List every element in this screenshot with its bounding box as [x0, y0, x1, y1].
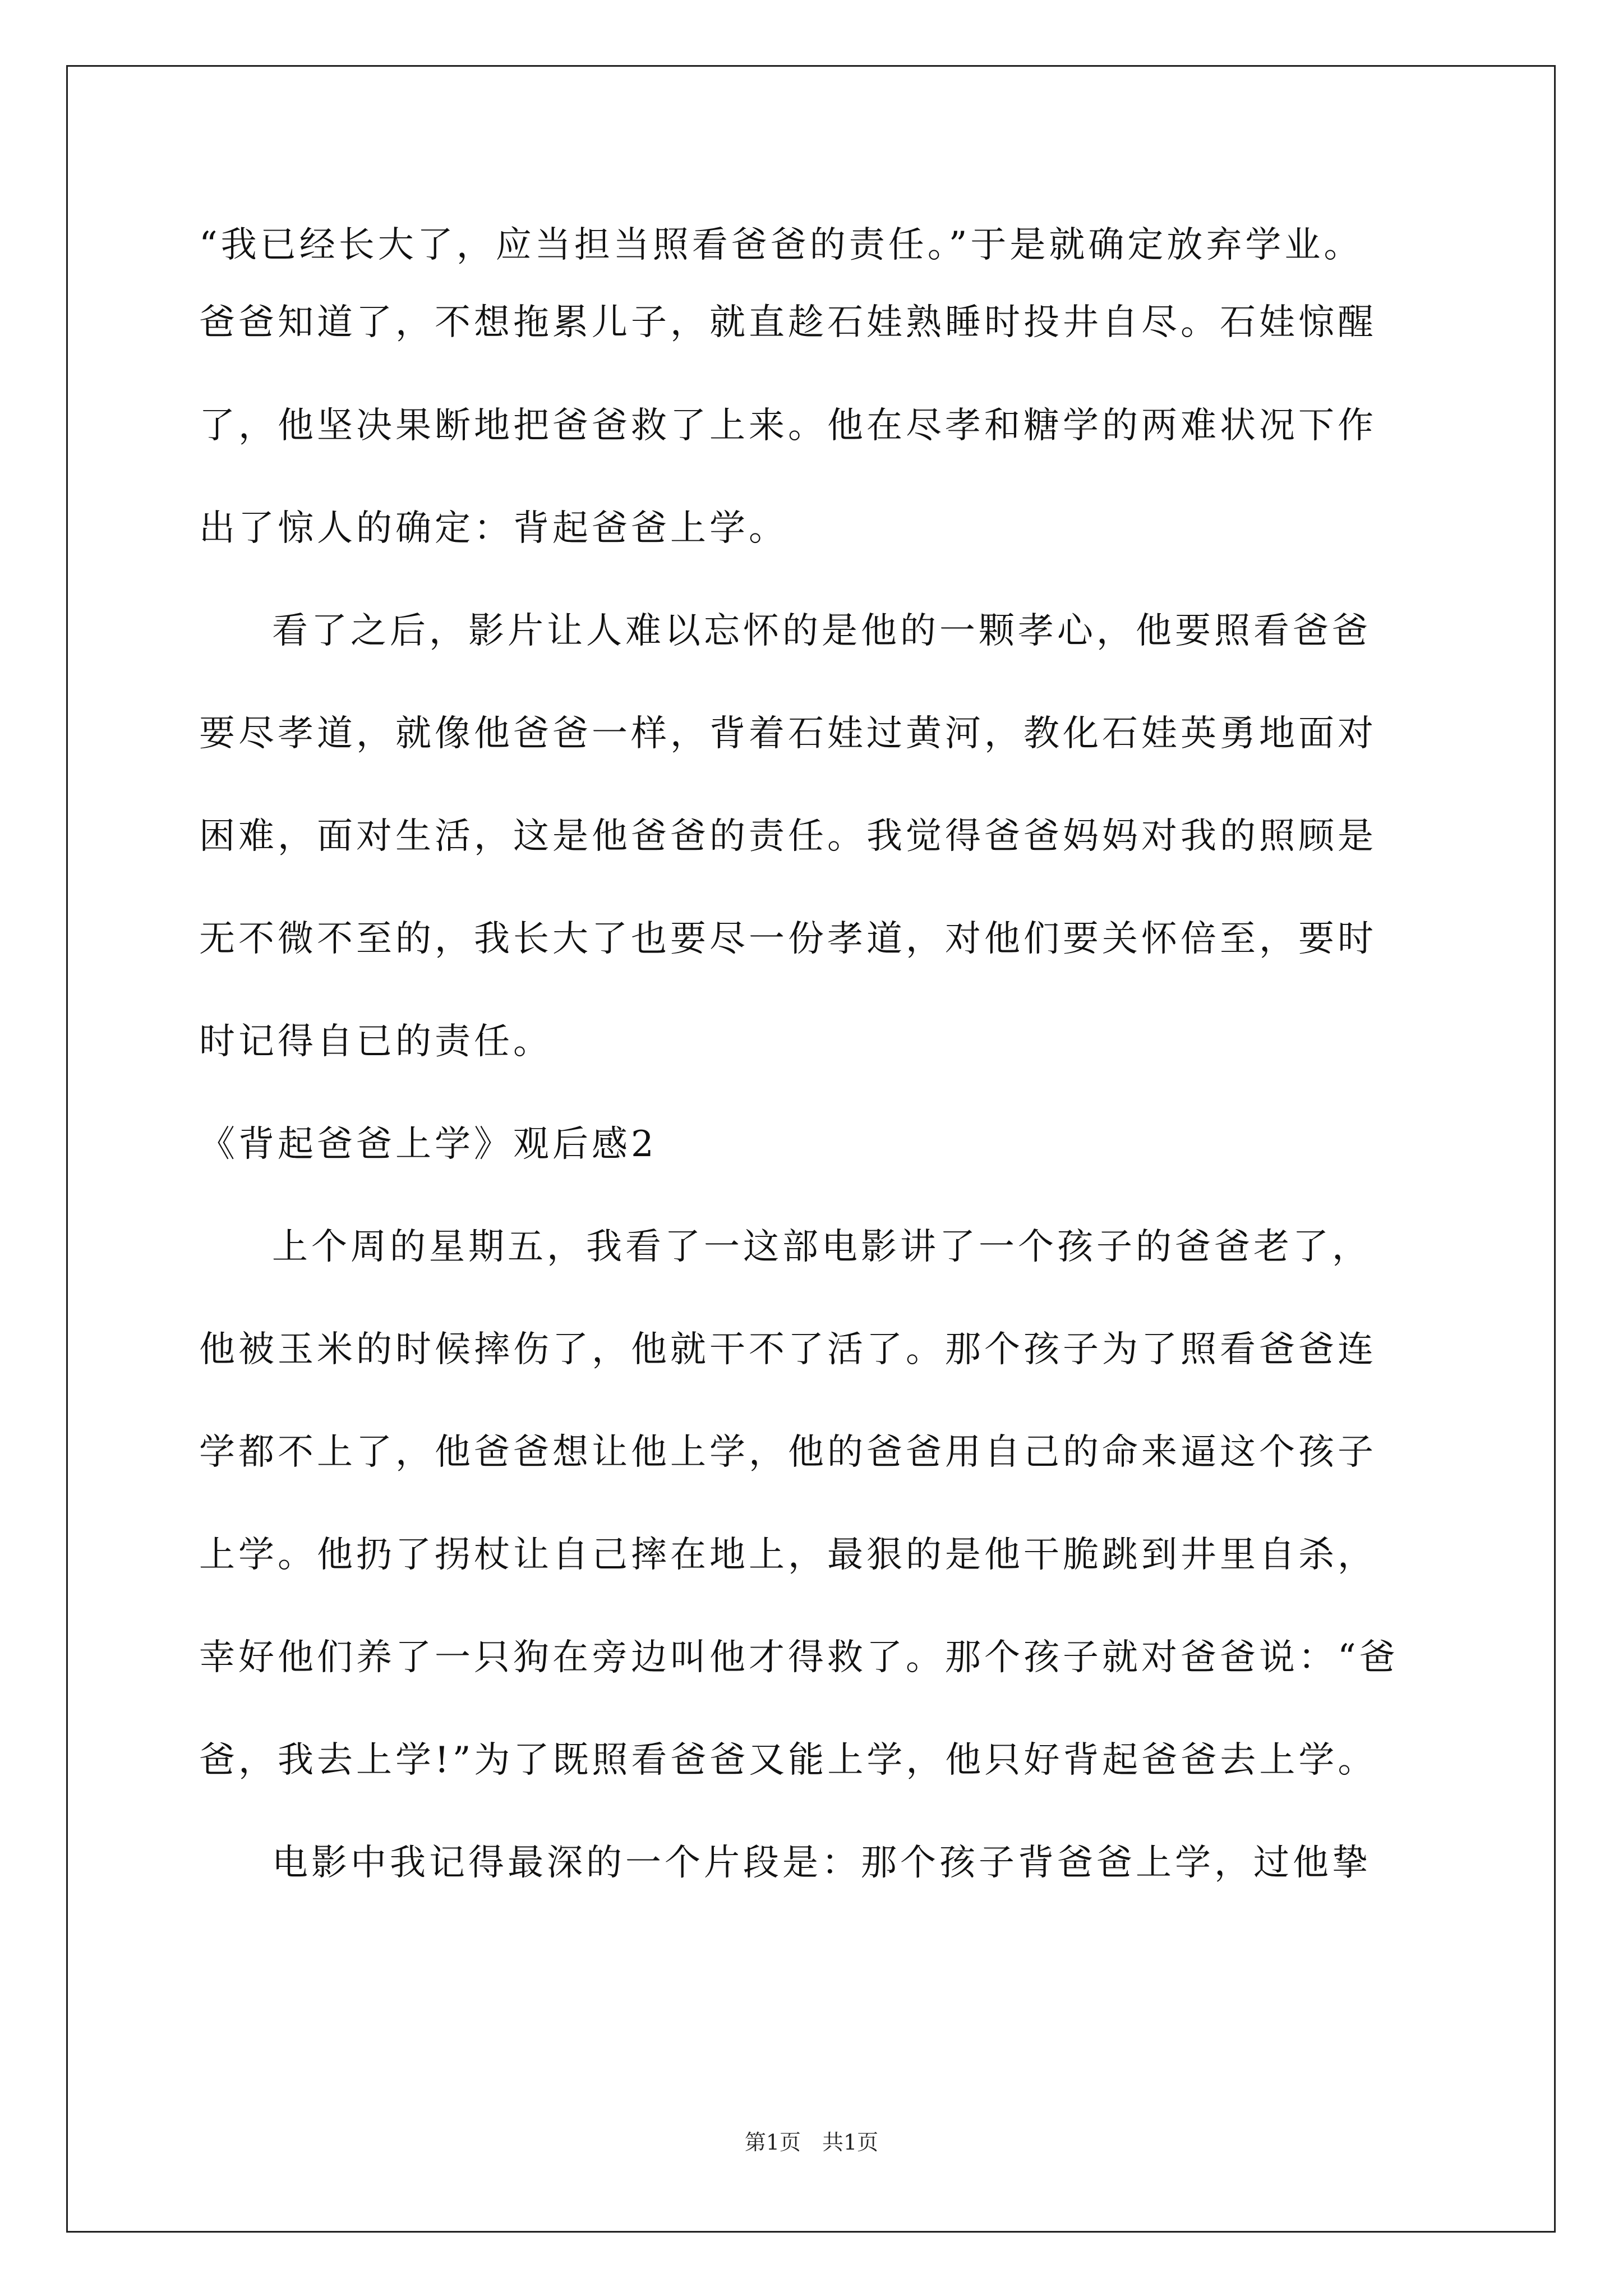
paragraph-line: 困难，面对生活，这是他爸爸的责任。我觉得爸爸妈妈对我的照顾是 [199, 816, 1377, 857]
paragraph-line: 看了之后，影片让人难以忘怀的是他的一颗孝心，他要照看爸爸 [272, 610, 1371, 652]
paragraph-line: 要尽孝道，就像他爸爸一样，背着石娃过黄河，教化石娃英勇地面对 [199, 713, 1377, 754]
paragraph-line: “我已经长大了，应当担当照看爸爸的责任。”于是就确定放弃学业。 [199, 224, 1363, 266]
paragraph-line: 学都不上了，他爸爸想让他上学，他的爸爸用自己的命来逼这个孩子 [199, 1432, 1377, 1473]
paragraph-line: 幸好他们养了一只狗在旁边叫他才得救了。那个孩子就对爸爸说：“爸 [199, 1637, 1399, 1678]
paragraph-line: 电影中我记得最深的一个片段是：那个孩子背爸爸上学，过他挚 [272, 1842, 1371, 1884]
paragraph-line: 了，他坚决果断地把爸爸救了上来。他在尽孝和糖学的两难状况下作 [199, 405, 1377, 447]
paragraph-line: 上个周的星期五，我看了一这部电影讲了一个孩子的爸爸老了， [272, 1226, 1371, 1268]
paragraph-line: 他被玉米的时候摔伤了，他就干不了活了。那个孩子为了照看爸爸连 [199, 1329, 1377, 1370]
paragraph-line: 上学。他扔了拐杖让自己摔在地上，最狠的是他干脆跳到井里自杀， [199, 1534, 1377, 1576]
paragraph-line: 爸，我去上学!”为了既照看爸爸又能上学，他只好背起爸爸去上学。 [199, 1740, 1377, 1781]
paragraph-line: 无不微不至的，我长大了也要尽一份孝道，对他们要关怀倍至，要时 [199, 918, 1377, 960]
page-footer: 第1页 共1页 [744, 2130, 879, 2155]
paragraph-line: 时记得自已的责任。 [199, 1021, 552, 1062]
paragraph-line: 爸爸知道了，不想拖累儿子，就直趁石娃熟睡时投井自尽。石娃惊醒 [199, 302, 1377, 343]
section-heading: 《背起爸爸上学》观后感2 [199, 1124, 657, 1165]
paragraph-line: 出了惊人的确定：背起爸爸上学。 [199, 508, 788, 549]
